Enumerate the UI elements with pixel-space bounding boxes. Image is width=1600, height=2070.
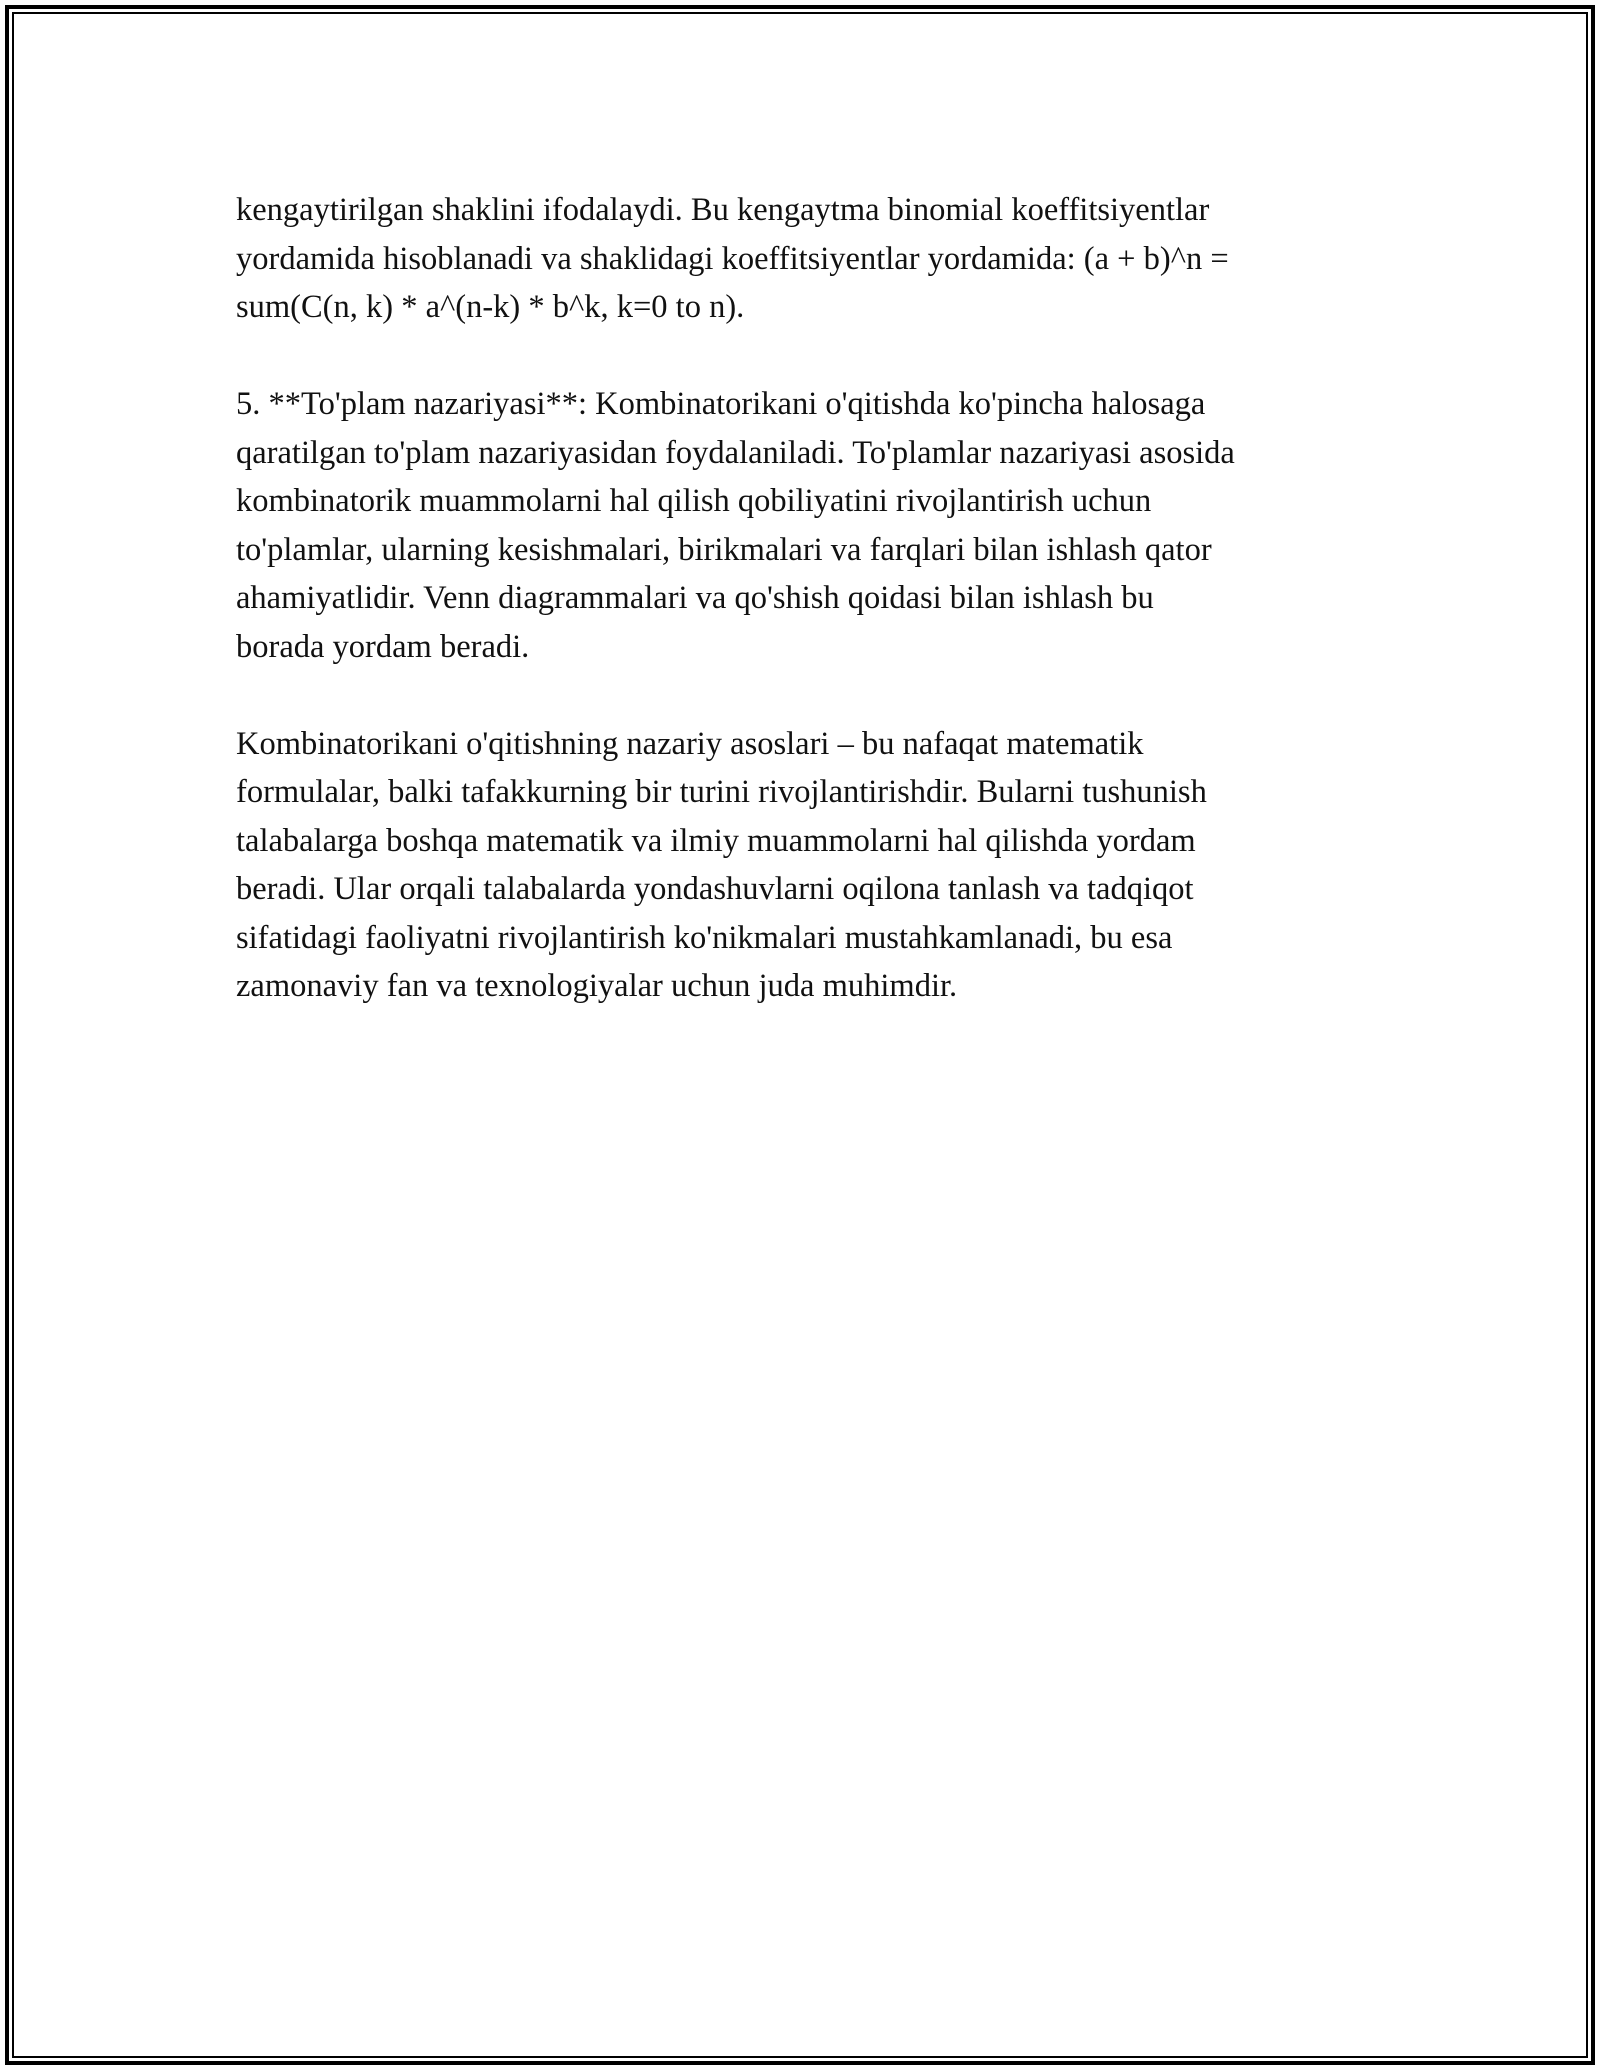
text-line: sum(C(n, k) * a^(n-k) * b^k, k=0 to n). [236,289,745,325]
text-line: formulalar, balki tafakkurning bir turini rivojlantirishdir. Bularni tushunish [236,774,1207,810]
text-line: yordamida hisoblanadi va shaklidagi koeffitsiyentlar yordamida: (a + b)^n = [236,240,1229,277]
text-line: Kombinatorikani o'qitishning nazariy asoslari – bu nafaqat matematik [236,725,1144,762]
text-line: ahamiyatlidir. Venn diagrammalari va qo'shish qoidasi bilan ishlash bu [236,580,1154,616]
text-line: zamonaviy fan va texnologiyalar uchun juda muhimdir. [236,968,958,1004]
text-line: to'plamlar, ularning kesishmalari, birikmalari va farqlari bilan ishlash qator [236,531,1212,568]
text-line: 5. **To'plam nazariyasi**: Kombinatorikani o'qitishda ko'pincha halosaga [236,386,1206,422]
text-line: qaratilgan to'plam nazariyasidan foydalaniladi. To'plamlar nazariyasi asosida [236,434,1235,471]
text-line: talabalarga boshqa matematik va ilmiy muammolarni hal qilishda yordam [236,822,1196,859]
paragraph-binomial-continuation [236,186,1376,332]
text-line: borada yordam beradi. [236,628,530,665]
text-line: kengaytirilgan shaklini ifodalaydi. Bu kengaytma binomial koeffitsiyentlar [236,192,1210,228]
paragraph-conclusion [236,720,1376,1011]
text-line: beradi. Ular orqali talabalarda yondashuvlarni oqilona tanlash va tadqiqot [236,871,1194,907]
text-line: kombinatorik muammolarni hal qilish qobiliyatini rivojlantirish uchun [236,483,1152,519]
text-line: sifatidagi faoliyatni rivojlantirish ko'nikmalari mustahkamlanadi, bu esa [236,919,1173,956]
paragraph-set-theory [236,380,1376,671]
document-body [236,186,1376,1059]
